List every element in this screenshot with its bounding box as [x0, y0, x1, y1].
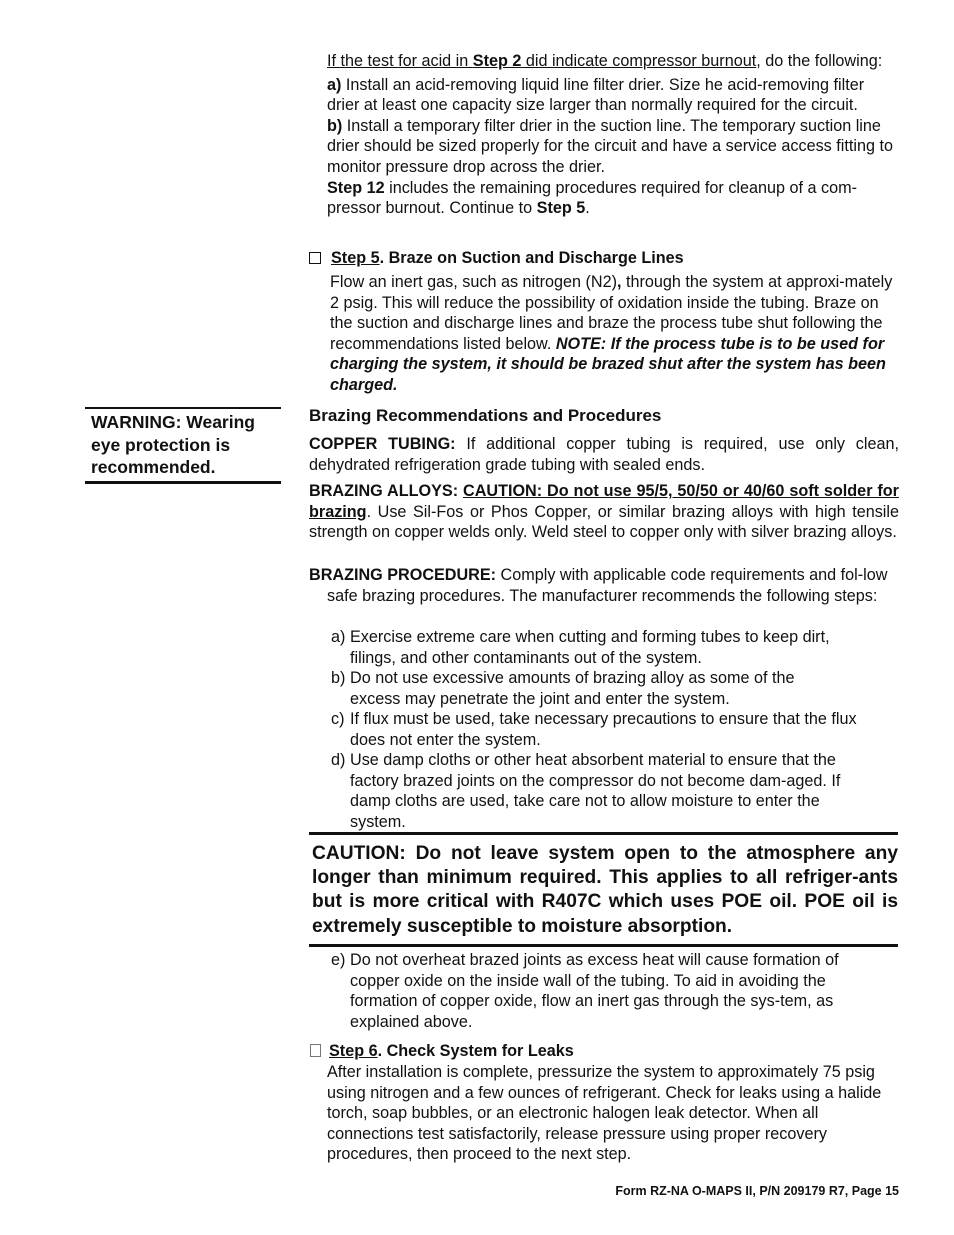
- step6-heading: Step 6. Check System for Leaks: [310, 1041, 900, 1062]
- list-item: b) Do not use excessive amounts of brazing alloy as some of the excess may penetrate the joint and enter the system.: [331, 669, 795, 708]
- brazing-procedure-para: BRAZING PROCEDURE: Comply with applicable code requirements and fol-low safe brazing procedures. The manufacturer recommends the following steps:: [309, 566, 888, 605]
- list-item: d) Use damp cloths or other heat absorbent material to ensure that the factory brazed joints on the compressor do not become dam-aged. If damp cloths are used, take care not to allow moisture to enter the system.: [331, 751, 841, 831]
- acid-item-b: b) Install a temporary filter drier in the suction line. The temporary suction line drier should be sized properly for the circuit and have a service access fitting to monitor pressure drop across the drier.: [327, 116, 893, 176]
- acid-lead-underlined: If the test for acid in Step 2 did indicate compressor burnout: [327, 52, 757, 70]
- step6-body: After installation is complete, pressurize the system to approximately 75 psig using nitrogen and a few ounces of refrigerant. Check for leaks using a halide torch, soap bubbles, or an electronic halogen leak detector. When all connections test satisfactorily, release pressure using proper recovery procedures, then proceed to the next step.: [327, 1063, 882, 1164]
- acid-burnout-section: [327, 51, 899, 219]
- caution-text: CAUTION: Do not leave system open to the atmosphere any longer than minimum required. This applies to all refriger-ants but is more critical with R407C which uses POE oil. POE oil is extremely susceptible to moisture absorption.: [312, 843, 898, 937]
- page-footer: Form RZ-NA O-MAPS II, P/N 209179 R7, Page 15: [615, 1184, 899, 1198]
- brazing-alloys-para: BRAZING ALLOYS: CAUTION: Do not use 95/5, 50/50 or 40/60 soft solder for brazing. Use Sil-Fos or Phos Copper, or similar brazing alloys with high tensile strength on copper welds only. Weld steel to copper only with silver brazing alloys.: [309, 482, 899, 542]
- step5-note: NOTE: If the process tube is to be used for charging the system, it should be brazed shut after the system has been charged.: [330, 334, 886, 394]
- acid-item-a: a) Install an acid-removing liquid line filter drier. Size he acid-removing filter drier at least one capacity size larger than normally required for the circuit.: [327, 75, 865, 115]
- checkbox-icon[interactable]: [309, 252, 321, 264]
- list-item: c) If flux must be used, take necessary precautions to ensure that the flux does not enter the system.: [331, 710, 857, 749]
- brazing-heading: Brazing Recommendations and Procedures: [309, 406, 662, 425]
- checkbox-icon[interactable]: [310, 1044, 321, 1057]
- copper-tubing-para: COPPER TUBING: If additional copper tubing is required, use only clean, dehydrated refrigeration grade tubing with sealed ends.: [309, 435, 899, 474]
- list-item: a) Exercise extreme care when cutting and forming tubes to keep dirt, filings, and other contaminants out of the system.: [331, 628, 830, 667]
- warning-text: WARNING: Wearing eye protection is recommended.: [91, 412, 255, 477]
- acid-step12: Step 12 includes the remaining procedures required for cleanup of a com-pressor burnout. Continue to Step 5.: [327, 178, 857, 218]
- alloys-caution: CAUTION: Do not use 95/5, 50/50 or 40/60 soft solder for brazing: [309, 482, 899, 521]
- step5-body: Flow an inert gas, such as nitrogen (N2), through the system at approxi-mately 2 psig. This will reduce the possibility of oxidation inside the tubing. Braze on the suction and discharge lines and braze the process tube shut following the recommendations listed below. NOTE: If the process tube is to be used for charging the system, it should be brazed shut after the system has been charged.: [330, 273, 893, 394]
- sidebar-warning: [85, 407, 281, 484]
- step5-heading: Step 5. Braze on Suction and Discharge Lines: [309, 248, 899, 269]
- caution-box: [309, 832, 898, 947]
- acid-burnout-lead: If the test for acid in Step 2 did indicate compressor burnout, do the following:: [327, 52, 883, 70]
- list-item: e) Do not overheat brazed joints as excess heat will cause formation of copper oxide on the inside wall of the tubing. To aid in avoiding the formation of copper oxide, flow an inert gas through the sys-tem, as explained above.: [331, 951, 839, 1031]
